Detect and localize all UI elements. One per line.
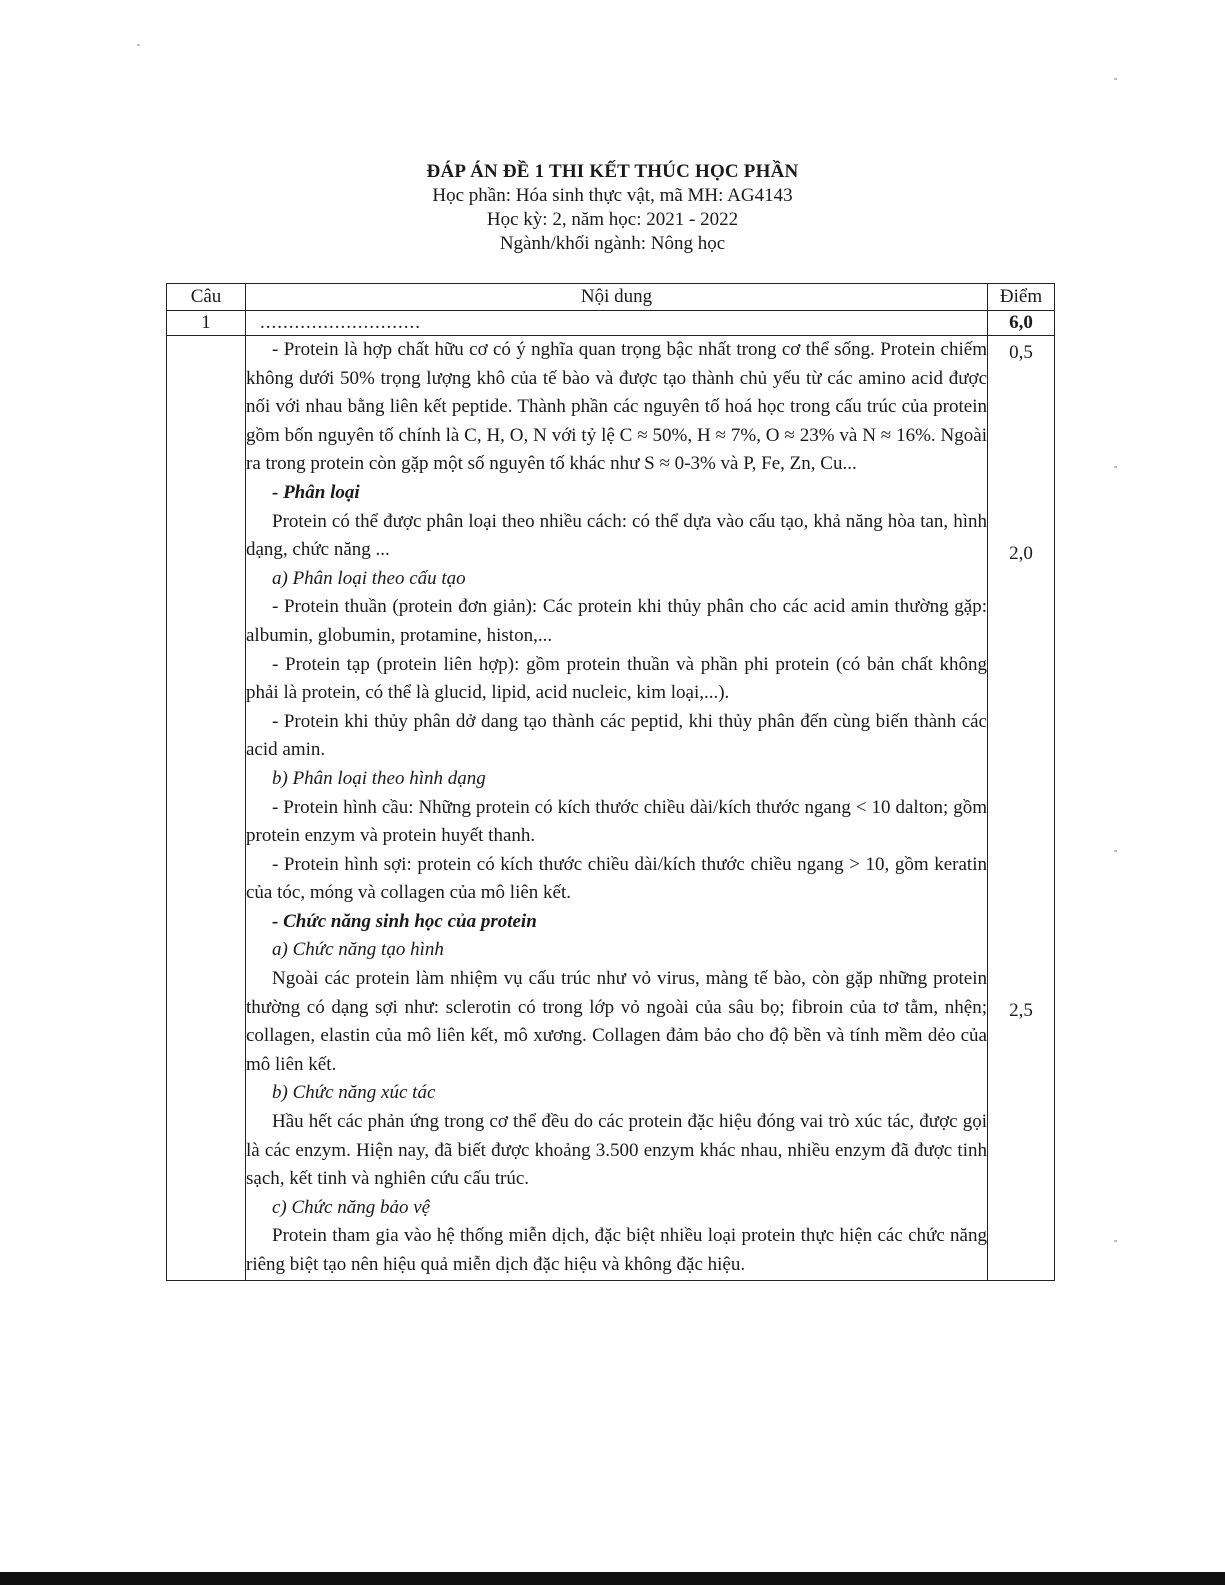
semester-line: Học kỳ: 2, năm học: 2021 - 2022 bbox=[486, 209, 739, 230]
classify-shape-heading: b) Phân loại theo hình dạng bbox=[272, 767, 486, 789]
simple-protein-paragraph: - Protein thuần (protein đơn giản): Các protein khi thủy phân cho các acid amin thường gặp: albumin, globumin, protamine, histon,... bbox=[246, 596, 987, 646]
globular-protein-paragraph: - Protein hình cầu: Những protein có kích thước chiều dài/kích thước ngang < 10 dalton; gồm protein enzym và protein huyết thanh. bbox=[246, 796, 987, 847]
question-number: 1 bbox=[167, 311, 246, 336]
classify-paragraph: Protein có thể được phân loại theo nhiều cách: có thể dựa vào cấu tạo, khả năng hòa tan, hình dạng, chức năng ... bbox=[246, 510, 987, 561]
question-row bbox=[167, 311, 1055, 336]
conjugated-protein-paragraph: - Protein tạp (protein liên hợp): gồm protein thuần và phần phi protein (có bản chất không phải là protein, có thể là glucid, lipid, acid nucleic, kim loại,...). bbox=[246, 653, 987, 704]
document-header bbox=[0, 160, 1225, 256]
answer-score-cell bbox=[988, 336, 1055, 1281]
classify-heading: - Phân loại bbox=[272, 481, 360, 503]
fibrous-protein-paragraph: - Protein hình sợi: protein có kích thước chiều dài/kích thước chiều ngang > 10, gồm keratin của tóc, móng và collagen của mô liên kết. bbox=[246, 853, 987, 904]
protective-function-heading: c) Chức năng bảo vệ bbox=[272, 1196, 431, 1218]
score-classify: 2,0 bbox=[1009, 543, 1033, 564]
structural-function-heading: a) Chức năng tạo hình bbox=[272, 939, 444, 961]
answer-content bbox=[246, 336, 988, 1281]
header-question: Câu bbox=[167, 284, 246, 311]
question-dots: ............................ bbox=[246, 311, 988, 336]
structural-function-paragraph: Ngoài các protein làm nhiệm vụ cấu trúc như vỏ virus, màng tế bào, còn gặp những protein thường có dạng sợi như: sclerotin có trong lớp vỏ ngoài của sâu bọ; fibroin của tơ tằm, nhện; collagen, elastin của mô liên kết, mô xương. Collagen đảm bảo cho độ bền và tính mềm dẻo của mô liên kết. bbox=[246, 968, 987, 1075]
table-header-row bbox=[167, 284, 1055, 311]
intro-paragraph: - Protein là hợp chất hữu cơ có ý nghĩa quan trọng bậc nhất trong cơ thể sống. Protein chiếm không dưới 50% trọng lượng khô của tế bào và được tạo thành chủ yếu từ các amino acid được nối với nhau bằng liên kết peptide. Thành phần các nguyên tố hoá học trong cấu trúc của protein gồm bốn nguyên tố chính là C, H, O, N với tỷ lệ C ≈ 50%, H ≈ 7%, O ≈ 23% và N ≈ 16%. Ngoài ra trong protein còn gặp một số nguyên tố khác như S ≈ 0-3% và P, Fe, Zn, Cu... bbox=[246, 339, 987, 475]
protective-function-paragraph: Protein tham gia vào hệ thống miễn dịch, đặc biệt nhiều loại protein thực hiện các chức năng riêng biệt tạo nên hiệu quả miễn dịch đặc hiệu và không đặc hiệu. bbox=[246, 1225, 987, 1275]
scan-speck bbox=[1114, 850, 1117, 852]
classify-structure-heading: a) Phân loại theo cấu tạo bbox=[272, 567, 466, 589]
header-content: Nội dung bbox=[246, 284, 988, 311]
answer-key-table bbox=[166, 283, 1055, 1281]
question-total-score: 6,0 bbox=[988, 311, 1055, 336]
score-function: 2,5 bbox=[1009, 1000, 1033, 1021]
header-score: Điểm bbox=[988, 284, 1055, 311]
course-line: Học phần: Hóa sinh thực vật, mã MH: AG4143 bbox=[432, 185, 793, 206]
scan-speck bbox=[1114, 78, 1117, 80]
document-title: ĐÁP ÁN ĐỀ 1 THI KẾT THÚC HỌC PHẦN bbox=[426, 161, 799, 182]
scan-speck bbox=[137, 44, 140, 46]
score-intro: 0,5 bbox=[1009, 342, 1033, 363]
scan-speck bbox=[1114, 1240, 1117, 1242]
scan-bottom-edge bbox=[0, 1572, 1225, 1585]
hydrolysis-paragraph: - Protein khi thủy phân dở dang tạo thành các peptid, khi thủy phân đến cùng biến thành các acid amin. bbox=[246, 710, 987, 761]
scan-speck bbox=[1114, 466, 1117, 468]
major-line: Ngành/khối ngành: Nông học bbox=[499, 233, 726, 254]
function-heading: - Chức năng sinh học của protein bbox=[272, 910, 537, 932]
catalytic-function-paragraph: Hầu hết các phản ứng trong cơ thể đều do các protein đặc hiệu đóng vai trò xúc tác, được gọi là các enzym. Hiện nay, đã biết được khoảng 3.500 enzym khác nhau, nhiều enzym đã được tinh sạch, kết tinh và nghiên cứu cấu trúc. bbox=[246, 1111, 987, 1190]
answer-row bbox=[167, 336, 1055, 1281]
answer-question-cell bbox=[167, 336, 246, 1281]
catalytic-function-heading: b) Chức năng xúc tác bbox=[272, 1082, 436, 1104]
